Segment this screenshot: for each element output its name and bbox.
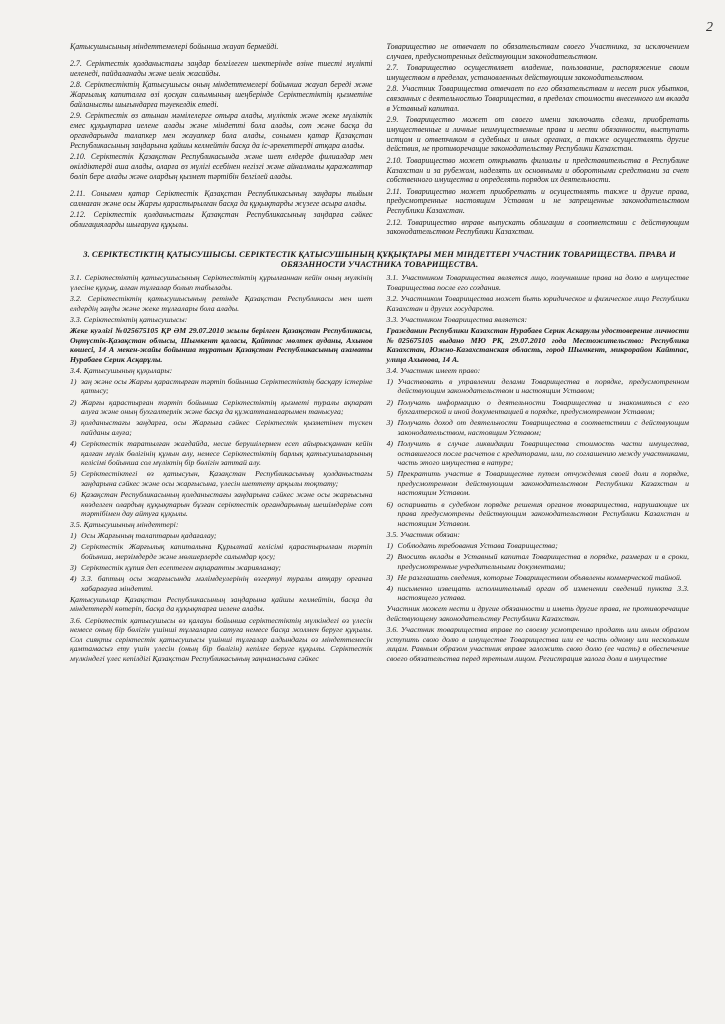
ru-rights-item [387,377,690,396]
kz-rights-item-text: Серіктестіктегі өз қатысуын, Қазақстан Республикасының қолданыстағы заңдарына сәйкес және осы жарғысына, үлесін шеттету арқылы тоқтату; [81,469,373,488]
kz-rights-item-text: заң және осы Жарғы қарастырған тәртіп бойынша Серіктестіктің басқару істеріне қатысу; [81,376,373,396]
ru-paragraph: 2.9. Товарищество может от своего имени заключать сделки, приобретать имущественные и личные неимущественные права и нести обязанности, выступать истцом и ответчиком в судебных и иных органах, а также осуществлять другие действия, не противоречащие законодательству Республики Казахстан. [386,115,689,154]
ru-rights-item-number: 1) [386,376,393,386]
ru-duties-item [387,541,690,551]
kz-paragraph: 2.7. Серіктестік қолданыстағы заңдар белгілеген шектерінде өзіне тиесті мүлікті иеленеді, пайдаланады және иелік жасайды. [70,59,373,79]
ru-rights-item [387,418,690,437]
ru-rights-item-number: 6) [386,499,393,509]
ru-paragraph: 3.1. Участником Товарищества является лицо, получившие права на долю в имуществе Товарищества после его создания. [386,273,689,293]
ru-paragraph: 2.11. Товарищество может приобретать и осуществлять также и другие права, предусмотренные настоящим Уставом и не запрещенные законодательством Республики Казахстан. [386,186,689,216]
kz-duties-item [70,574,373,593]
ru-paragraph: 2.10. Товарищество может открывать филиалы и представительства в Республике Казахстан и за рубежом, наделять их основными и оборотными средствами за счет собственного имущества и определять порядок их деятельности. [386,155,689,185]
kz-paragraph: Қатысушысының міндеттемелері бойынша жауап бермейді. [70,42,279,51]
ru-duties-item [387,584,690,603]
kz-rights-item-number: 3) [70,418,77,428]
ru-duties-title: 3.5. Участник обязан: [386,529,461,539]
kz-paragraph: 2.10. Серіктестік Қазақстан Республикасында және шет елдерде филиалдар мен өкілдіктерді аша алады, оларға өз мүлігі есебінен негізгі және айналмалы қаражаттар бөліп бере алады және олардың қызмет тәртібін белгілей алады. [70,151,373,181]
kz-duties-item-number: 4) [70,574,77,584]
ru-duties-item-number: 4) [386,583,393,593]
kz-rights-item [70,439,373,468]
ru-rights-title: 3.4. Участник имеет право: [386,365,481,375]
ru-paragraph: 3.6. Участник товарищества вправе по своему усмотрению продать или иным образом уступить свою долю в имуществе Товарищества или ее часть одному или нескольким лицам. Равным образом участник вправе заложить свою долю (ее часть) в обеспечение своего обязательства перед третьим лицом. Регистрация залога доли в имуществе [386,625,689,663]
kz-rights-item-text: Жарғы қарастырған тәртіп бойынша Серіктестіктің қызметі туралы ақпарат алуға және оның бухгалтерлік және басқа да құжаттамаларымен танысуға; [81,397,373,417]
ru-duties-item-number: 1) [386,540,393,550]
kz-rights-item-number: 6) [70,489,77,499]
ru-duties-item-text: письменно извещать исполнительный орган об изменении сведений пункта 3.3. настоящего устава. [397,583,689,603]
kz-paragraph: Қатысушылар Қазақстан Республикасының заңдарына қайшы келмейтін, басқа да міндеттерді көтеріп, басқа да құқықтарға иелене алады. [70,594,373,614]
kz-duties-item-number: 2) [70,542,77,552]
kz-rights-item-text: Қазақстан Республикасының қолданыстағы заңдарына сәйкес және осы жарғысына көзделген олардың құқықтарын бұзған серіктестік органдарының шешімдеріне сот тәртібімен дау айтуға құқылы. [81,489,373,519]
kz-duties-item-number: 3) [70,563,77,573]
kz-duties-item-number: 1) [70,531,77,541]
kz-paragraph: 3.2. Серіктестіктің қатысушысының ретінде Қазақстан Республикасы мен шет елдердің заңды және жеке тұлғалары бола алады. [70,294,373,313]
kz-rights-item [70,490,373,519]
ru-duties-item-text: Соблюдать требования Устава Товарищества; [397,540,558,550]
kz-rights-list [70,377,373,519]
kz-rights-item [70,418,373,437]
kz-duties-item [70,563,373,573]
kz-rights-item-number: 4) [70,438,77,448]
kz-rights-title: 3.4. Қатысушының құқылары: [70,365,173,375]
kz-rights-item [70,398,373,417]
ru-paragraph: 3.3. Участником Товарищества является: [386,314,528,324]
kz-duties-list [70,531,373,593]
ru-duties-item-text: Не разглашать сведения, которые Товариществом объявлены коммерческой тайной. [397,572,682,582]
russian-column-bottom [387,273,690,665]
kz-duties-item-text: 3.3. баптың осы жарғысында мәлімдеулерінің өзгертуі туралы атқару органға хабарлауға міндетті. [81,574,373,593]
kz-rights-item [70,377,373,396]
kz-rights-item-text: қолданыстағы заңдарға, осы Жарғыға сәйкес Серіктестік қызметінен түскен пайданы алуға; [81,418,373,437]
kz-rights-item-text: Серіктестік таратылған жағдайда, несие берушілермен есеп айырысқаннан кейін қалған мүлік бөлігінің құнын алу, немесе Серіктестіктің барлық қатысушыларының келісімі бойынша сол мүліктің бір бөлігін заттай алу. [81,438,373,468]
kz-duties-item-text: Серіктестік құпия деп есептеген ақпаратты жарияламау; [81,563,281,573]
ru-paragraph: 2.7. Товарищество осуществляет владение, пользование, распоряжение своим имуществом в пределах, установленных действующим законодательством. [386,63,689,82]
ru-rights-item-number: 2) [386,397,393,407]
ru-duties-item-text: Вносить вклады в Уставный капитал Товарищества в порядке, размерах и в сроки, предусмотренные учредительными документами; [397,551,689,571]
ru-paragraph: 2.12. Товарищество вправе выпускать облигации в соответствии с действующим законодательством Республики Казахстан. [386,217,689,237]
kz-paragraph: 2.8. Серіктестіктің Қатысушысы оның міндеттемелері бойынша жауап береді және Жарғылық капиталға өзі қосқан салымының шеңберінде Серіктестіктің қызметіне байланысты шығындарға тәуекелдік етеді. [70,80,373,109]
kz-duties-item-text: Серіктестік Жарғылық капиталына Құрылтай келісімі қарастырылған тәртіп бойынша, мерзімдерде және мөлшерлерде салымдар қосу; [81,542,373,561]
kz-duties-title: 3.5. Қатысушының міндеттері: [70,520,179,530]
bottom-section [70,273,689,665]
ru-duties-list [387,541,690,603]
top-section [70,42,689,239]
section-heading: 3. СЕРІКТЕСТІКТІҢ ҚАТЫСУШЫСЫ. СЕРІКТЕСТІК ҚАТЫСУШЫНЫҢ ҚҰҚЫҚТАРЫ МЕН МІНДЕТТЕРІ УЧАСТНИК ТОВАРИЩЕСТВА. ПРАВА И ОБЯЗАННОСТИ УЧАСТНИКА ТОВАРИЩЕСТВА. [83,248,676,270]
kz-rights-item-number: 5) [70,469,77,479]
ru-rights-item-number: 3) [386,418,393,428]
kz-paragraph: 3.3. Серіктестіктің қатысушысы: [70,314,188,324]
kz-duties-item [70,531,373,541]
kz-paragraph: 2.9. Серіктестік өз атынан мәмілелерге отыра алады, мүліктік және жеке мүліктік емес құқықтарға иелене алады және міндетті бола алады, сот және басқа да органдарында талапкер мен жауапкер бола алады, сонымен қатар Қазақстан Республикасының заңдарына қайшы келмейтін басқа да іс-әрекеттерді атқара алады. [70,111,373,150]
ru-rights-item [387,439,690,468]
ru-paragraph: 2.8. Участник Товарищества отвечает по его обязательствам и несет риск убытков, связанных с деятельностью Товарищества, в пределах стоимости внесенного им вклада в Уставный капитал. [386,84,689,113]
ru-rights-item [387,500,690,529]
kz-paragraph: 2.12. Серіктестік қолданыстағы Қазақстан Республикасының заңдарға сәйкес облигацияларды шығаруға құқылы. [70,209,373,229]
ru-rights-item-text: Прекратить участие в Товариществе путем отчуждения своей доли в порядке, предусмотренном действующим законодательством Республики Казахстан и настоящим Уставом. [397,469,689,498]
ru-paragraph: 3.2. Участником Товарищества может быть юридическое и физическое лицо Республики Казахстан и других государств. [386,294,689,313]
kz-rights-item-number: 2) [70,397,77,407]
kz-participant-details: Жеке куәлігі №025675105 ҚР ӘМ 29.07.2010 жылы берілген Қазақстан Республикасы, Оңтүстік-Қазақстан облысы, Шымкент қаласы, Қайтпас мөлтек ауданы, Ахынов көшесі, 14 А мекен-жайы бойынша тұратын Қазақстан Республикасының азаматы Нурабаев Серик Асқарұлы. [70,325,373,364]
russian-column-top [387,42,690,239]
ru-rights-item [387,469,690,498]
ru-duties-item [387,552,690,571]
ru-participant-details: Гражданин Республики Казахстан Нурабаев Серик Аскарулы удостоверение личности №025675105 выдано МЮ РК, 29.07.2010 года Местожительство: Республика Казахстан, Южно-Казахстанская область, город Шымкент, микрорайон Кайтпас, улица Ахынова, 14 А. [386,325,689,364]
kz-duties-item [70,542,373,561]
ru-rights-item-number: 4) [386,438,393,448]
kz-paragraph: 3.6. Серіктестік қатысушысы өз қалауы бойынша серіктестіктің мүлкіндегі өз үлесін немесе оның бір бөлігін үшінші тұлғаларға сатуға немесе басқа жолмен беруге құқылы. Сол сияқты серіктестік қатысушысы үшінші тұлғалар алдындағы өз міндеттемесін қамтамасыз ету үшін үлесін (оның бір бөлігін) кепілге беруге құқылы. Серіктестік мүлкіндегі үлес кепілдігі Қазақстан Республикасының заңнамасына сәйкес [70,615,373,663]
ru-duties-item-number: 3) [386,572,393,582]
kazakh-column-top [70,42,373,239]
ru-rights-item-text: Получить в случае ликвидации Товарищества стоимость части имущества, оставшегося после расчетов с кредиторами, или, по соглашению между участниками, часть этого имущества в натуре; [397,438,689,468]
ru-duties-item-number: 2) [386,551,393,561]
ru-rights-item-text: Получать информацию о деятельности Товарищества и знакомиться с его бухгалтерской и иной документацией в порядке, предусмотренном Уставом; [397,397,689,417]
ru-rights-item-number: 5) [386,469,393,479]
kz-paragraph: 3.1. Серіктестіктің қатысушысының Серіктестіктің құрылғаннан кейін оның мүлкінің үлесіне құқық, алған тұлғалар болып табылады. [70,273,373,293]
ru-duties-item [387,573,690,583]
ru-rights-item-text: Получать доход от деятельности Товарищества в соответствии с действующим законодательством, настоящим Уставом; [397,418,689,437]
ru-paragraph: Товарищество не отвечает по обязательствам своего Участника, за исключением случаев, предусмотренных действующим законодательством. [386,42,689,61]
ru-rights-item [387,398,690,417]
kz-rights-item-number: 1) [70,376,77,386]
ru-rights-list [387,377,690,528]
ru-rights-item-text: оспаривать в судебном порядке решения органов товарищества, нарушающие их права предусмотрены действующим законодательством Республики Казахстан и настоящим Уставом. [397,499,689,528]
ru-rights-item-text: Участвовать в управлении делами Товарищества в порядке, предусмотренном действующим законодательством и настоящим Уставом; [397,376,689,396]
ru-paragraph: Участник может нести и другие обязанности и иметь другие права, не противоречащие действующему законодательству Республики Казахстан. [386,604,689,624]
page-number-mark: 2 [706,20,713,35]
kz-paragraph: 2.11. Сонымен қатар Серіктестік Қазақстан Республикасының заңдары тыйым салмаған және осы Жарғы қарастырылған басқа да құқықтарды жүзеге асыра алады. [70,188,373,208]
kz-duties-item-text: Осы Жарғының талаптарын қадағалау; [81,531,217,541]
kz-rights-item [70,469,373,488]
kazakh-column-bottom [70,273,373,665]
